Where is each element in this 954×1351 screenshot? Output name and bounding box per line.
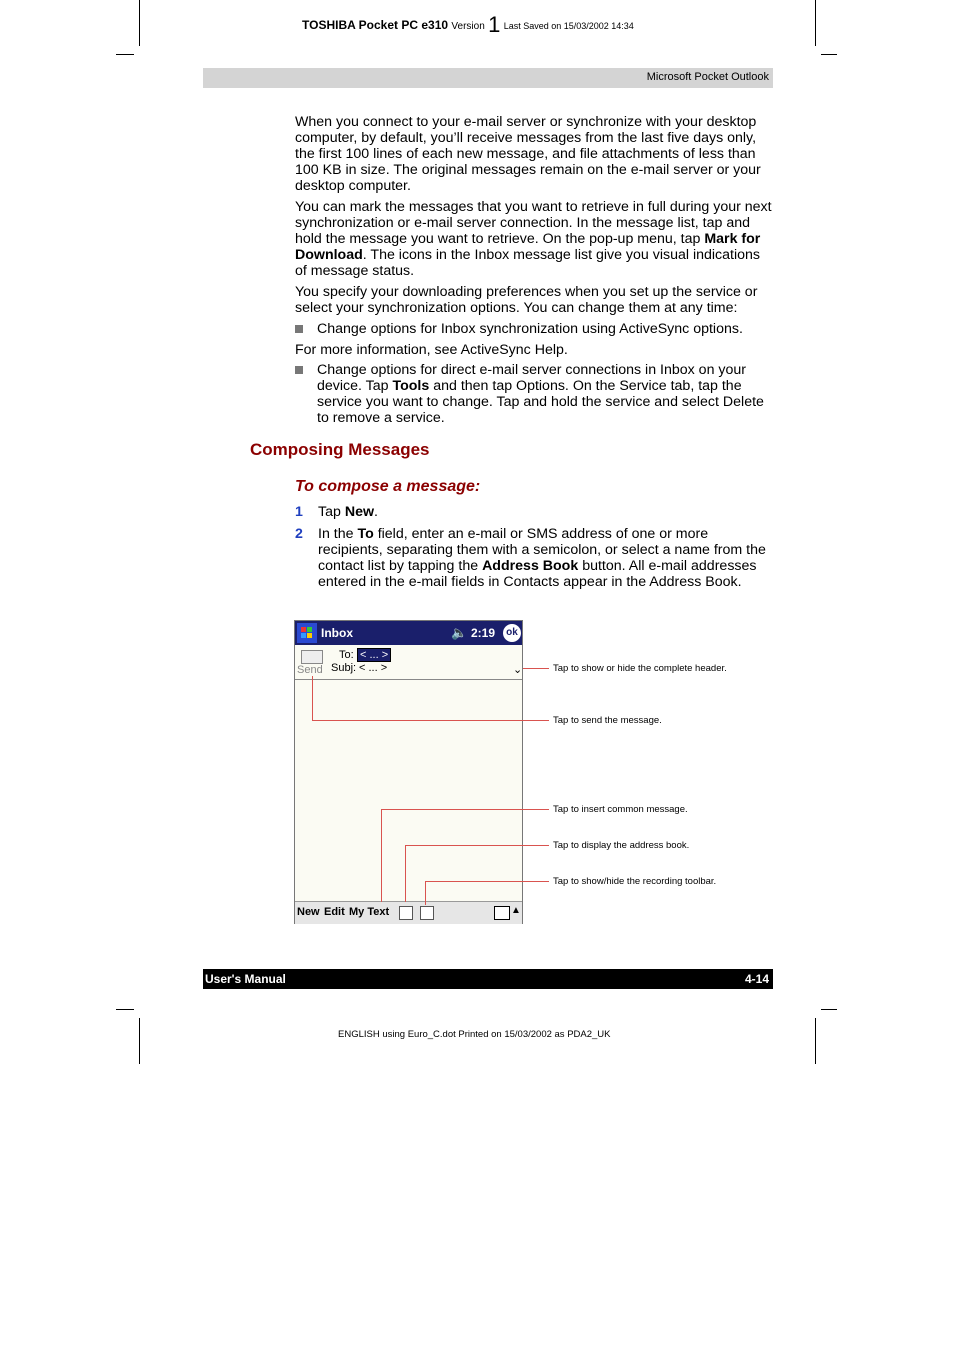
pda-menu-bar: [295, 901, 522, 924]
callout-label: Tap to insert common message.: [553, 804, 688, 815]
envelope-icon: [301, 650, 323, 664]
step-text-part: Tap: [318, 504, 341, 520]
callout-label: Tap to display the address book.: [553, 840, 690, 851]
crop-mark: [815, 0, 816, 46]
last-saved: Last Saved on 15/03/2002 14:34: [503, 21, 634, 31]
step-text: [318, 526, 768, 590]
paragraph-text: You can mark the messages that you want to retrieve in full during your next synchronization or e-mail server connection. In the message list, tap and hold the message you want to retrieve. On the pop-up menu, tap: [295, 199, 772, 247]
message-header: [295, 645, 522, 680]
version-label: Version: [451, 21, 485, 32]
ok-button[interactable]: ok: [503, 624, 521, 642]
subject-label: Subj:: [331, 662, 357, 674]
page-number: 4-14: [744, 972, 769, 986]
footer-bar: [203, 969, 773, 989]
start-menu-icon[interactable]: [297, 623, 317, 643]
paragraph-text: . The icons in the Inbox message list give you visual indications of message status.: [295, 247, 760, 279]
paragraph: For more information, see ActiveSync Help.: [295, 342, 568, 358]
paragraph: When you connect to your e-mail server or synchronize with your desktop computer, by default, you’ll receive messages from the last five days only, the first 100 lines of each new message, and file attachments of less than 100 KB in size. The original messages remain on the e-mail server or your desktop computer.: [295, 114, 761, 194]
bold-term: To: [357, 526, 374, 542]
step-text-part: field, enter an e-mail or SMS address of one or more recipients, separating them with a semicolon, or select a name from the contact list by tapping the: [318, 526, 766, 574]
pda-title-bar: [295, 621, 522, 645]
callout-line: [523, 668, 549, 669]
bullet-square: [295, 366, 303, 374]
callout-label: Tap to show or hide the complete header.: [553, 663, 727, 674]
to-field[interactable]: < ... >: [357, 648, 391, 662]
menu-new[interactable]: New: [297, 906, 320, 918]
keyboard-icon[interactable]: [494, 906, 510, 920]
brand: TOSHIBA Pocket PC e310: [302, 18, 449, 32]
callout-line: [312, 720, 549, 721]
bullet-text-part: and then tap Options. On the Service tab, tap the service you want to change. Tap and hold the service and select Delete to remove a service.: [317, 378, 764, 426]
callout-label: Tap to send the message.: [553, 715, 662, 726]
step-number: 2: [295, 526, 303, 542]
menu-my-text[interactable]: My Text: [349, 906, 390, 918]
version-number: 1: [488, 12, 501, 37]
bold-term: Address Book: [482, 558, 579, 574]
paragraph: [295, 199, 775, 279]
bullet-text: [317, 362, 775, 426]
send-button[interactable]: [296, 647, 326, 677]
crop-mark: [139, 1018, 140, 1064]
section-title: Microsoft Pocket Outlook: [646, 71, 769, 83]
crop-mark: [815, 1018, 816, 1064]
pda-app-title: Inbox: [321, 626, 353, 640]
send-label: Send: [297, 664, 323, 676]
callout-line: [381, 809, 549, 810]
running-header: [302, 12, 634, 38]
crop-mark: [139, 0, 140, 46]
section-heading: Composing Messages: [250, 440, 430, 459]
callout-line: [425, 881, 426, 905]
callout-line: [425, 881, 549, 882]
crop-mark: [116, 54, 134, 55]
callout-line: [405, 845, 549, 846]
subject-field[interactable]: < ... >: [359, 662, 388, 674]
crop-mark: [821, 1009, 837, 1010]
step-text: [318, 504, 768, 520]
bold-term: Tools: [392, 378, 430, 394]
crop-mark: [116, 1009, 134, 1010]
step-number: 1: [295, 504, 303, 520]
bullet-text: Change options for Inbox synchronization using ActiveSync options.: [317, 321, 743, 337]
step-text-part: In the: [318, 526, 354, 542]
procedure-heading: To compose a message:: [295, 478, 481, 495]
pda-clock[interactable]: 2:19: [471, 626, 496, 640]
bullet-square: [295, 325, 303, 333]
address-book-icon[interactable]: [399, 906, 413, 920]
bold-term: Mark for Download: [295, 231, 761, 263]
bold-term: New: [344, 504, 374, 520]
print-footnote: ENGLISH using Euro_C.dot Printed on 15/03/2002 as PDA2_UK: [338, 1029, 611, 1040]
crop-mark: [821, 54, 837, 55]
step-text-part: button. All e-mail addresses entered in the e-mail fields in Contacts appear in the Address Book.: [318, 558, 757, 590]
recording-toolbar-icon[interactable]: [420, 906, 434, 920]
paragraph: You specify your downloading preferences when you set up the service or select your synchronization options. You can change them at any time:: [295, 284, 758, 316]
callout-label: Tap to show/hide the recording toolbar.: [553, 876, 717, 887]
menu-edit[interactable]: Edit: [324, 906, 345, 918]
chevron-down-icon[interactable]: ⌄: [513, 664, 523, 676]
callout-line: [312, 676, 313, 720]
bullet-text-part: Change options for direct e-mail server connections in Inbox on your device. Tap: [317, 362, 747, 394]
arrow-up-icon[interactable]: ▲: [511, 905, 521, 916]
to-label: To:: [339, 649, 354, 661]
callout-line: [405, 845, 406, 902]
speaker-icon[interactable]: 🔈: [451, 625, 468, 640]
pda-screenshot: [294, 620, 523, 924]
step-text-part: .: [374, 504, 378, 520]
callout-line: [381, 809, 382, 902]
section-bar: [203, 68, 773, 88]
footer-manual: User's Manual: [205, 972, 286, 986]
